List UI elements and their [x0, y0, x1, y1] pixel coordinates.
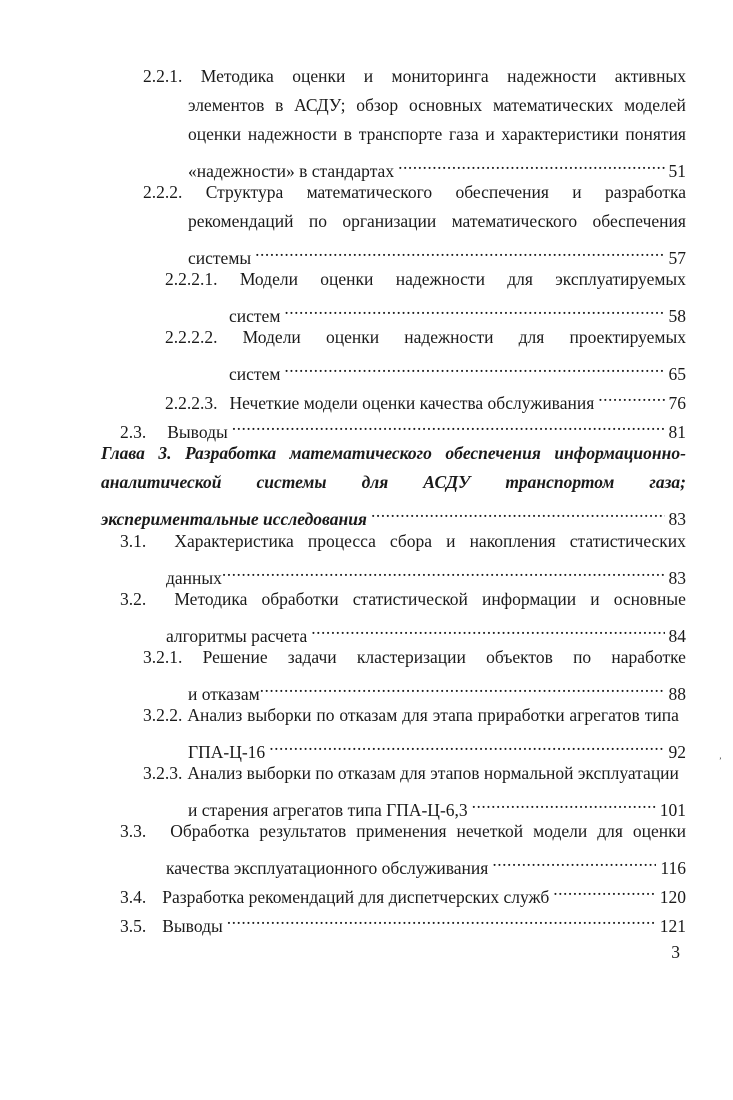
toc-number: 2.2.2.	[143, 182, 183, 202]
toc-page-number: 81	[668, 422, 686, 442]
toc-3-3-line-1: 3.3. Обработка результатов применения нечеткой модели для оценки	[120, 817, 686, 845]
toc-number: 3.2.3.	[143, 763, 183, 783]
toc-chapter-3-line-2: аналитической системы для АСДУ транспортом газа;	[101, 472, 686, 492]
toc-3-2-3-line-1: 3.2.3. Анализ выборки по отказам для этапов нормальной эксплуатации	[143, 759, 686, 787]
toc-number: 2.2.2.3.	[165, 393, 218, 413]
toc-page-number: 92	[668, 742, 686, 762]
toc-3-3-line-2: качества эксплуатационного обслуживания ..... 116	[166, 846, 686, 874]
toc-page-number: 83	[668, 568, 686, 588]
scan-speck: ʼ	[719, 756, 722, 765]
toc-number: 3.2.2.	[143, 705, 183, 725]
toc-2-2-1-line-1: 2.2.1. Методика оценки и мониторинга надежности активных	[143, 62, 686, 90]
toc-2-2-1-line-3: оценки надежности в транспорте газа и характеристики понятия	[188, 124, 686, 144]
dot-leader	[311, 614, 664, 642]
toc-2-2-1-line-4: «надежности» в стандартах ..... 51	[188, 149, 686, 177]
toc-3-4: 3.4. Разработка рекомендаций для диспетчерских служб ..... 120	[120, 875, 686, 903]
toc-3-2-1-line-1: 3.2.1. Решение задачи кластеризации объектов по наработке	[143, 643, 686, 671]
toc-3-2-3-line-2: и старения агрегатов типа ГПА-Ц-6,3 ..... 101	[188, 788, 686, 816]
toc-number: 2.2.2.2.	[165, 327, 218, 347]
dot-leader	[553, 875, 655, 903]
toc-3-1-line-2: данных ..... 83	[166, 556, 686, 584]
toc-3-1-line-1: 3.1. Характеристика процесса сбора и накопления статистических	[120, 527, 686, 555]
dot-leader	[269, 730, 664, 758]
toc-3-2-2-line-1: 3.2.2. Анализ выборки по отказам для этапа приработки агрегатов типа	[143, 701, 686, 729]
toc-chapter-3-line-1: Глава 3. Разработка математического обеспечения информационно-	[101, 443, 686, 463]
toc-2-2-2-line-3: системы ..... 57	[188, 236, 686, 264]
toc-number: 3.4.	[120, 887, 147, 907]
dot-leader	[260, 672, 665, 700]
toc-2-2-2-line-2: рекомендаций по организации математического обеспечения	[188, 211, 686, 231]
toc-number: 3.2.1.	[143, 647, 183, 667]
dot-leader	[371, 497, 665, 525]
dot-leader	[284, 352, 664, 380]
toc-page-number: 76	[668, 393, 686, 413]
dot-leader	[492, 846, 656, 874]
toc-number: 3.1.	[120, 531, 147, 551]
toc-3-2-line-2: алгоритмы расчета ..... 84	[166, 614, 686, 642]
toc-3-2-line-1: 3.2. Методика обработки статистической информации и основные	[120, 585, 686, 613]
toc-number: 3.2.	[120, 589, 147, 609]
toc-number: 2.2.1.	[143, 66, 183, 86]
dot-leader	[222, 556, 665, 584]
toc-page-number: 120	[659, 887, 686, 907]
toc-number: 3.5.	[120, 916, 147, 936]
toc-page-number: 83	[668, 509, 686, 529]
page-number: 3	[671, 942, 680, 962]
toc-chapter-3-line-3: экспериментальные исследования ..... 83	[101, 497, 686, 525]
toc-number: 3.3.	[120, 821, 147, 841]
dot-leader	[227, 904, 656, 932]
dot-leader	[398, 149, 664, 177]
toc-page-number: 121	[659, 916, 686, 936]
toc-page-number: 58	[668, 306, 686, 326]
dot-leader	[255, 236, 664, 264]
toc-3-2-2-line-2: ГПА-Ц-16 ..... 92	[188, 730, 686, 758]
toc-page-number: 88	[668, 684, 686, 704]
toc-2-2-2-1-line-1: 2.2.2.1. Модели оценки надежности для эксплуатируемых	[165, 265, 686, 293]
toc-page-number: 65	[668, 364, 686, 384]
toc-page-number: 84	[668, 626, 686, 646]
toc-3-5: 3.5. Выводы ..... 121	[120, 904, 686, 932]
toc-2-2-2-1-line-2: систем ..... 58	[229, 294, 686, 322]
toc-number: 2.2.2.1.	[165, 269, 218, 289]
toc-number: 2.3.	[120, 422, 147, 442]
toc-3-2-1-line-2: и отказам ..... 88	[188, 672, 686, 700]
toc-page-number: 116	[660, 858, 686, 878]
dot-leader	[598, 381, 664, 409]
toc-2-2-2-2-line-1: 2.2.2.2. Модели оценки надежности для проектируемых	[165, 323, 686, 351]
dot-leader	[284, 294, 664, 322]
toc-2-2-2-line-1: 2.2.2. Структура математического обеспечения и разработка	[143, 178, 686, 206]
toc-page-number: 51	[668, 161, 686, 181]
toc-page-number: 101	[659, 800, 686, 820]
dot-leader	[472, 788, 656, 816]
toc-2-3: 2.3. Выводы ..... 81	[120, 410, 686, 438]
toc-2-2-2-2-line-2: систем ..... 65	[229, 352, 686, 380]
toc-2-2-2-3: 2.2.2.3. Нечеткие модели оценки качества обслуживания ..... 76	[165, 381, 686, 409]
toc-page-number: 57	[668, 248, 686, 268]
dot-leader	[232, 410, 665, 438]
toc-2-2-1-line-2: элементов в АСДУ; обзор основных математических моделей	[188, 95, 686, 115]
